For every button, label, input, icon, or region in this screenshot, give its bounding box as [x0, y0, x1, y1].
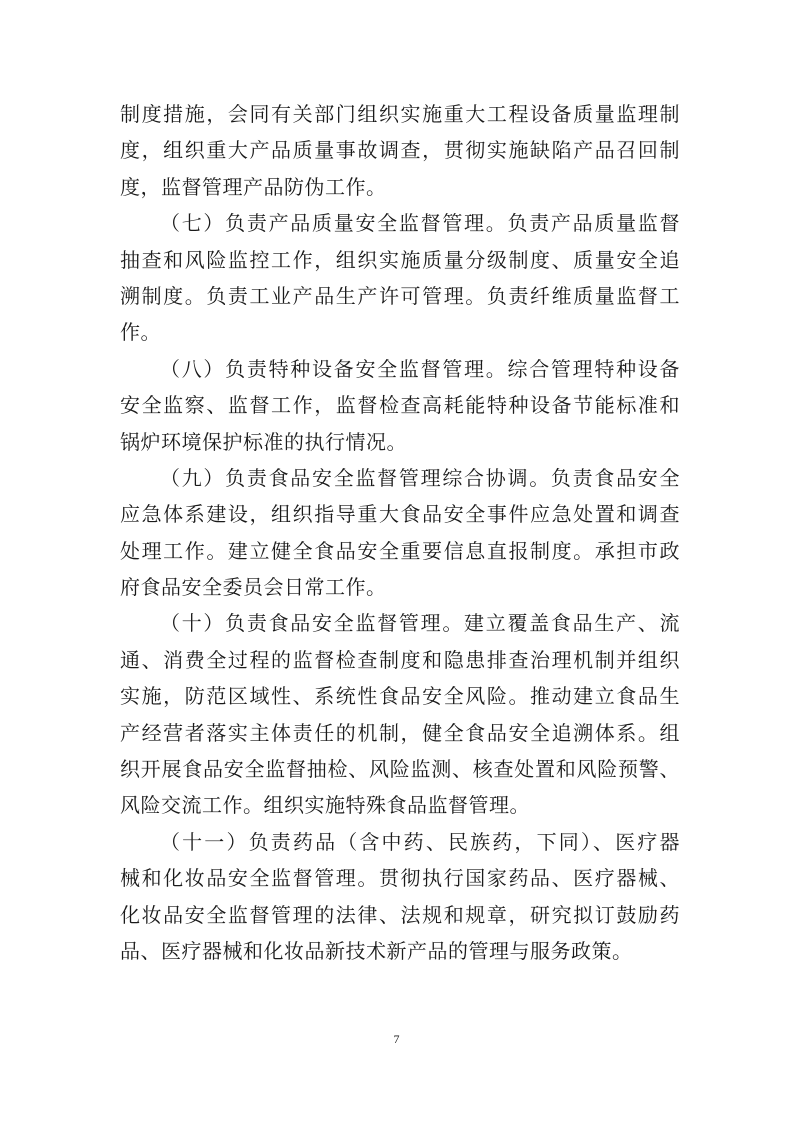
paragraph-first-line: （十）负责食品安全监督管理。建立覆盖食品生产、流	[160, 611, 680, 636]
paragraph-line: 实施，防范区域性、系统性食品安全风险。推动建立食品生	[120, 684, 680, 709]
paragraph-line: 织开展食品安全监督抽检、风险监测、核查处置和风险预警、	[120, 757, 680, 782]
paragraph-line: 械和化妆品安全监督管理。贯彻执行国家药品、医疗器械、	[120, 866, 680, 891]
page-number: 7	[393, 1032, 400, 1046]
paragraph-first-line: （七）负责产品质量安全监督管理。负责产品质量监督	[160, 211, 680, 236]
paragraph-line: 产经营者落实主体责任的机制，健全食品安全追溯体系。组	[120, 720, 680, 745]
paragraph-line: 度，组织重大产品质量事故调查，贯彻实施缺陷产品召回制	[120, 138, 680, 163]
paragraph-line: 品、医疗器械和化妆品新技术新产品的管理与服务政策。	[120, 938, 633, 963]
paragraph-first-line: （十一）负责药品（含中药、民族药，下同）、医疗器	[160, 829, 680, 854]
paragraph-line: 锅炉环境保护标准的执行情况。	[120, 429, 407, 454]
paragraph-line: 府食品安全委员会日常工作。	[120, 575, 387, 600]
paragraph-line: 抽查和风险监控工作，组织实施质量分级制度、质量安全追	[120, 247, 680, 272]
paragraph-line: 化妆品安全监督管理的法律、法规和规章，研究拟订鼓励药	[120, 902, 680, 927]
paragraph-line: 制度措施，会同有关部门组织实施重大工程设备质量监理制	[120, 102, 680, 126]
paragraph-line: 溯制度。负责工业产品生产许可管理。负责纤维质量监督工	[120, 283, 680, 308]
paragraph-line: 应急体系建设，组织指导重大食品安全事件应急处置和调查	[120, 502, 680, 527]
paragraph-line: 处理工作。建立健全食品安全重要信息直报制度。承担市政	[120, 538, 680, 563]
paragraph-line: 度，监督管理产品防伪工作。	[120, 174, 387, 199]
paragraph-line: 通、消费全过程的监督检查制度和隐患排查治理机制并组织	[120, 647, 680, 672]
body-text	[120, 96, 680, 969]
paragraph-first-line: （八）负责特种设备安全监督管理。综合管理特种设备	[160, 356, 680, 381]
paragraph-line: 作。	[120, 320, 161, 345]
paragraph-line: 安全监察、监督工作，监督检查高耗能特种设备节能标准和	[120, 393, 680, 418]
paragraph-line: 风险交流工作。组织实施特殊食品监督管理。	[120, 793, 530, 818]
paragraph-first-line: （九）负责食品安全监督管理综合协调。负责食品安全	[160, 465, 680, 490]
